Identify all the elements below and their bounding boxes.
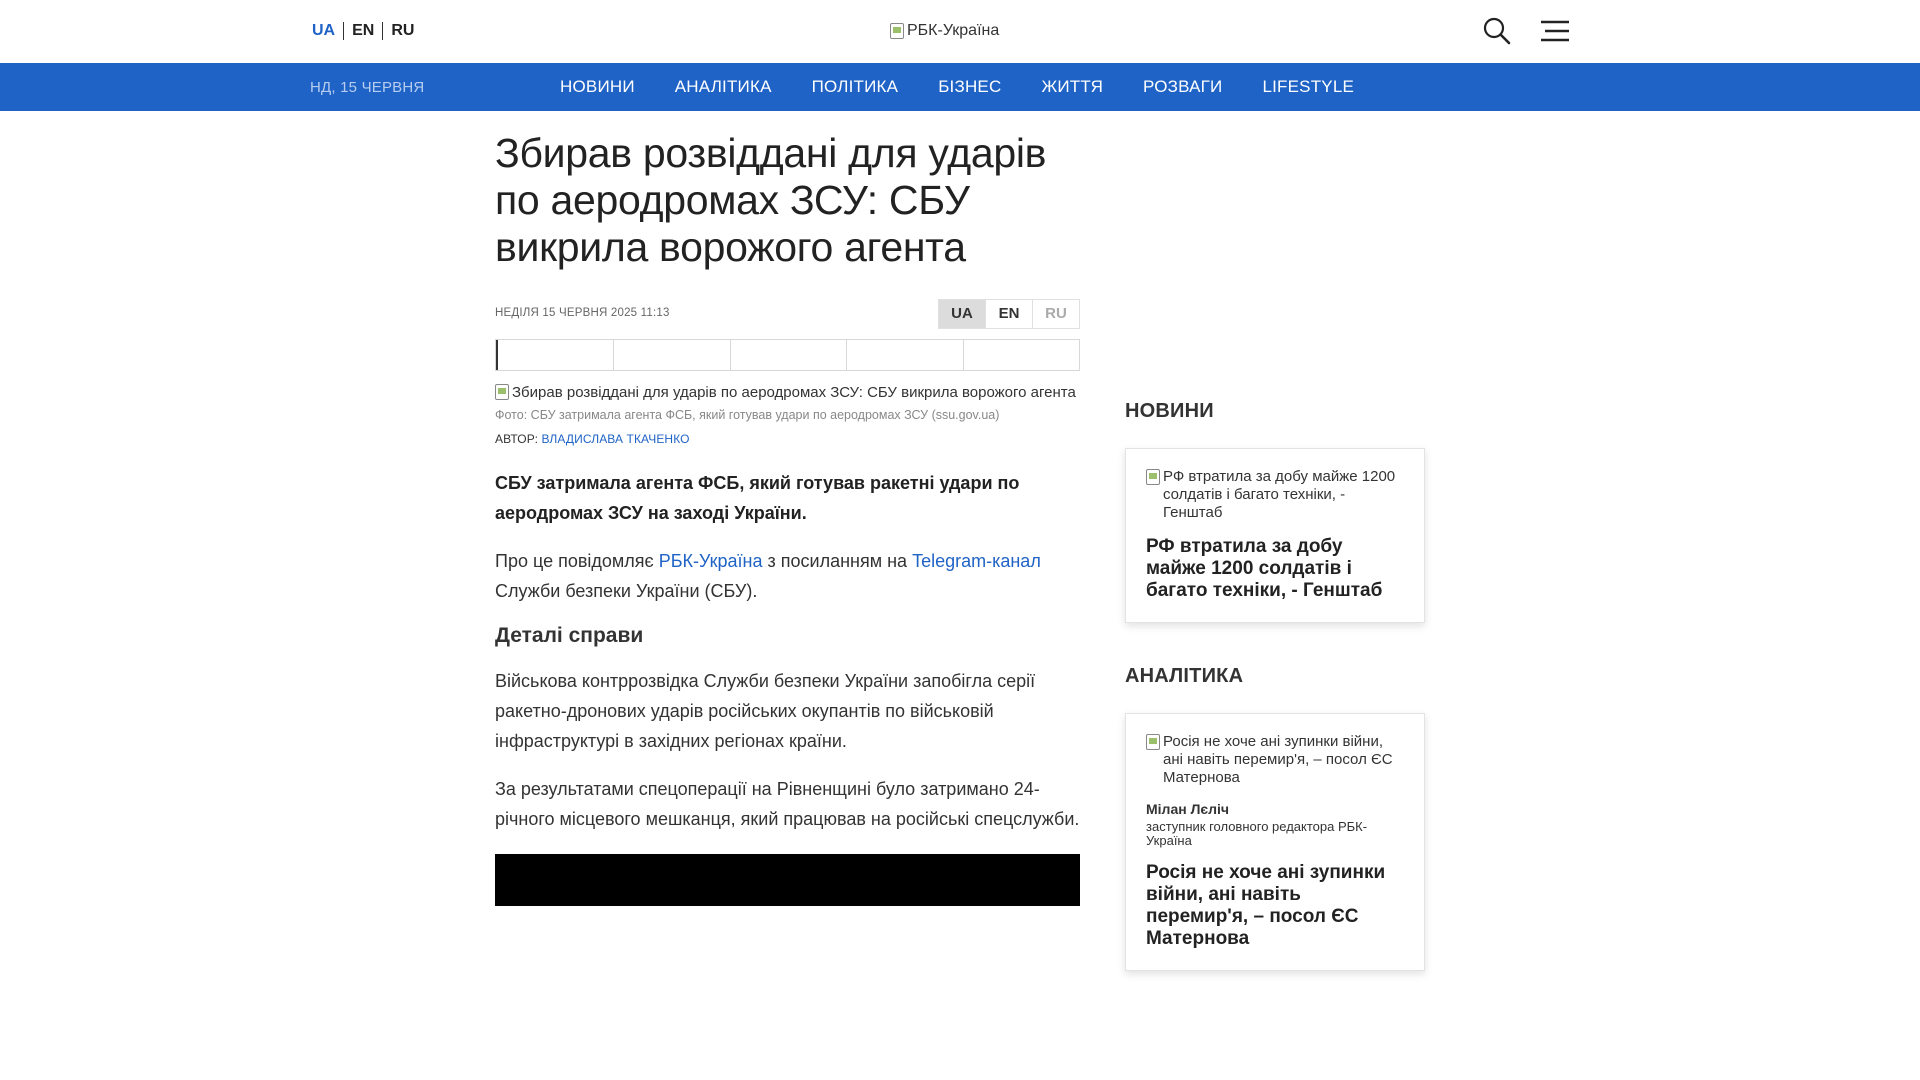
- source-text: Про це повідомляє: [495, 551, 659, 571]
- share-button[interactable]: [613, 340, 729, 370]
- analytics-card[interactable]: [1125, 713, 1425, 971]
- broken-image-icon: [1146, 469, 1160, 485]
- article-meta: [495, 299, 1080, 329]
- logo-alt-text: РБК-Україна: [907, 22, 1000, 39]
- article-lead: СБУ затримала агента ФСБ, який готував ракетні удари по аеродромах ЗСУ на заході України.: [495, 473, 1020, 523]
- site-logo[interactable]: [890, 22, 999, 40]
- publication-date: НЕДІЛЯ 15 ЧЕРВНЯ 2025 11:13: [495, 307, 670, 319]
- lang-ru-link[interactable]: RU: [391, 22, 415, 39]
- menu-button[interactable]: [1540, 19, 1570, 43]
- nav-item-politics[interactable]: ПОЛІТИКА: [811, 77, 899, 96]
- article-lang-ua[interactable]: UA: [939, 300, 985, 328]
- author-link[interactable]: ВЛАДИСЛАВА ТКАЧЕНКО: [541, 432, 690, 446]
- news-card[interactable]: [1125, 448, 1425, 623]
- article-headline: Збирав розвіддані для ударів по аеродромах ЗСУ: СБУ викрила ворожого агента: [495, 130, 1047, 270]
- article-photo-alt: Збирав розвіддані для ударів по аеродромах ЗСУ: СБУ викрила ворожого агента: [512, 384, 1076, 401]
- search-icon: [1482, 16, 1512, 46]
- rbc-ukraine-link[interactable]: РБК-Україна: [658, 551, 763, 571]
- analytics-card-image: [1146, 733, 1404, 787]
- analytics-card-author-role: заступник головного редактора РБК-Україна: [1146, 819, 1368, 848]
- search-button[interactable]: [1482, 16, 1512, 46]
- article-language-tabs: [938, 299, 1080, 329]
- share-button[interactable]: [846, 340, 962, 370]
- news-card-image: [1146, 468, 1404, 522]
- source-paragraph: [495, 546, 1080, 606]
- article: [495, 130, 1080, 906]
- nav-item-entertainment[interactable]: РОЗВАГИ: [1143, 77, 1223, 96]
- article-paragraph: Військова контррозвідка Служби безпеки України запобігла серії ракетно-дронових ударів російських окупантів по військовій інфраструктурі в західних регіонах країни.: [495, 671, 1036, 751]
- video-player[interactable]: [495, 854, 1080, 906]
- sidebar-analytics-title[interactable]: АНАЛІТИКА: [1125, 665, 1244, 687]
- nav-item-news[interactable]: НОВИНИ: [560, 77, 635, 96]
- article-paragraph: За результатами спецоперації на Рівненщині було затримано 24-річного місцевого мешканця, який працював на російські спецслужби.: [495, 779, 1080, 829]
- share-button[interactable]: [496, 340, 613, 370]
- broken-image-icon: [1146, 734, 1160, 750]
- site-header: [0, 0, 1920, 63]
- nav-item-lifestyle[interactable]: LIFESTYLE: [1262, 77, 1355, 96]
- telegram-channel-link[interactable]: Telegram-канал: [912, 551, 1041, 571]
- source-text: Служби безпеки України (СБУ).: [495, 581, 758, 601]
- lang-en-link[interactable]: EN: [352, 22, 375, 39]
- sidebar-news-title[interactable]: НОВИНИ: [1125, 400, 1214, 422]
- broken-image-icon: [495, 384, 509, 400]
- author-label: АВТОР:: [495, 432, 539, 446]
- broken-image-icon: [890, 23, 904, 39]
- article-photo: [495, 383, 1080, 402]
- language-switcher: [312, 22, 422, 40]
- news-card-image-alt: РФ втратила за добу майже 1200 солдатів і багато техніки, - Генштаб: [1163, 468, 1396, 521]
- section-subheading: Деталі справи: [495, 624, 644, 647]
- analytics-card-image-alt: Росія не хоче ані зупинки війни, ані навіть перемир'я, – посол ЄС Матернова: [1163, 733, 1393, 786]
- sidebar: [1125, 400, 1425, 971]
- photo-caption: Фото: СБУ затримала агента ФСБ, який готував удари по аеродромах ЗСУ (ssu.gov.ua): [495, 408, 1000, 422]
- main-nav: [0, 63, 1920, 111]
- nav-item-life[interactable]: ЖИТТЯ: [1041, 77, 1104, 96]
- article-lang-en[interactable]: EN: [985, 300, 1032, 328]
- share-buttons: [495, 339, 1080, 371]
- analytics-card-author: Мілан Лєліч: [1146, 801, 1230, 817]
- nav-item-business[interactable]: БІЗНЕС: [938, 77, 1002, 96]
- news-card-title[interactable]: РФ втратила за добу майже 1200 солдатів і багато техніки, - Генштаб: [1146, 536, 1383, 601]
- analytics-card-title[interactable]: Росія не хоче ані зупинки війни, ані навіть перемир'я, – посол ЄС Матернова: [1146, 862, 1386, 949]
- article-lang-ru[interactable]: RU: [1032, 300, 1079, 328]
- source-text: з посиланням на: [762, 551, 913, 571]
- nav-items: [560, 63, 1394, 111]
- share-button[interactable]: [963, 340, 1079, 370]
- nav-date: НД, 15 ЧЕРВНЯ: [310, 79, 425, 96]
- lang-ua-link[interactable]: UA: [312, 22, 336, 39]
- nav-item-analytics[interactable]: АНАЛІТИКА: [674, 77, 772, 96]
- hamburger-menu-icon: [1540, 19, 1570, 43]
- share-button[interactable]: [730, 340, 846, 370]
- article-author: [495, 432, 1080, 446]
